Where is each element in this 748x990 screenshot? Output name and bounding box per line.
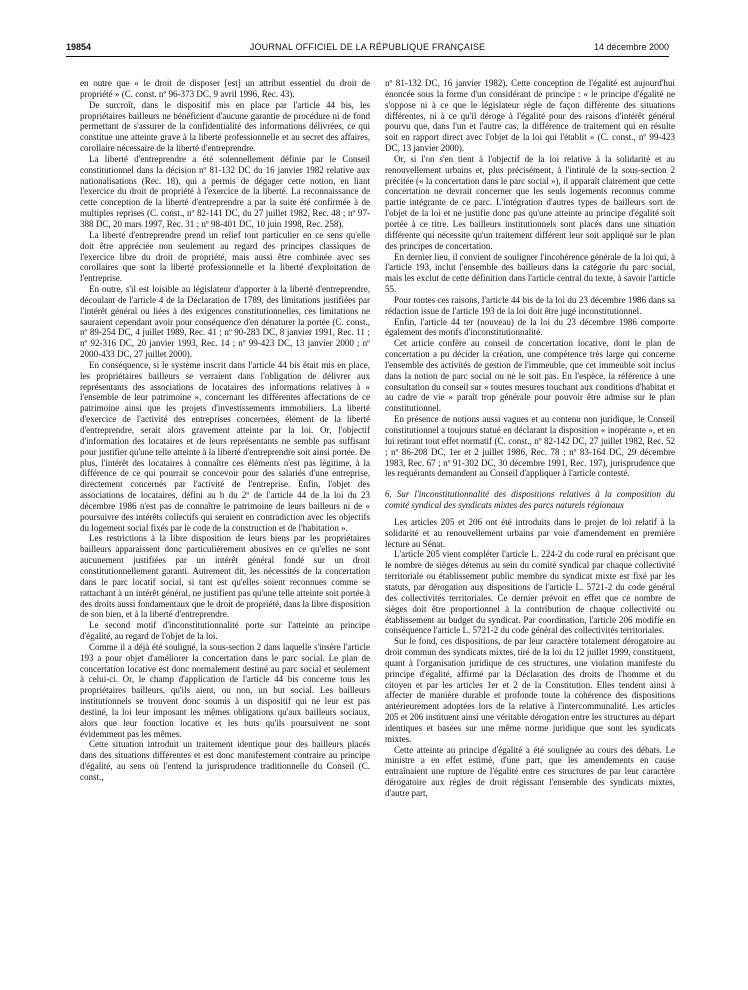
paragraph: Cette atteinte au principe d'égalité a été soulignée au cours des débats. Le ministre a en effet estimé, d'une part, que les amendements en cause entraînaient une rupture de l'égalité entre ces structures de par leur caractère dérogatoire aux règles de droit régissant l'ensemble des syndicats mixtes, d'autre part, xyxy=(385,744,675,798)
paragraph: Cette situation introduit un traitement identique pour des bailleurs placés dans des situations différentes et est donc manifestement contraire au principe d'égalité, au sens où l'entend la jurisprudence traditionnelle du Conseil (C. const., xyxy=(80,739,370,782)
paragraph: De surcroît, dans le dispositif mis en place par l'article 44 bis, les propriétaires bailleurs ne bénéficient d'aucune garantie de procédure ni de fond permettant de s'assurer de la confidentialité des informations délivrées, ce qui constitue une atteinte grave à la liberté professionnelle et au secret des affaires, corollaire nécessaire de la liberté d'entreprendre. xyxy=(80,99,370,154)
paragraph: nº 81-132 DC, 16 janvier 1982). Cette conception de l'égalité est aujourd'hui énoncée sous la forme d'un considérant de principe : « le principe d'égalité ne s'oppose ni à ce que le législateur règle de façon différente des situations différentes, ni à ce qu'il déroge à l'égalité pour des raisons d'intérêt général pourvu que, dans l'un et l'autre cas, la différence de traitement qui en résulte soit en rapport direct avec l'objet de la loi qui l'établit » (C. const., nº 99-423 DC, 13 janvier 2000). xyxy=(385,78,675,154)
paragraph: Or, si l'on s'en tient à l'objectif de la loi relative à la solidarité et au renouvellement urbains et, plus précisément, à l'intitulé de la sous-section 2 précitée (« la concertation dans le parc social »), il apparaît clairement que cette concertation ne devrait concerner que les seuls logements reconnus comme partie intégrante de ce parc. L'intégration d'autres types de bailleurs sort de l'objet de la loi et ne justifie donc pas qu'une atteinte au principe d'égalité soit portée à ce titre. Les bailleurs institutionnels sont placés dans une situation différente qui nécessite qu'un traitement différent leur soit appliqué sur le plan des principes de concertation. xyxy=(385,153,675,251)
paragraph: Sur le fond, ces dispositions, de par leur caractère totalement dérogatoire au droit commun des syndicats mixtes, tiré de la loi du 12 juillet 1999, constituent, quant à l'organisation juridique de ces structures, une violation manifeste du principe d'égalité, affirmé par la Déclaration des droits de l'homme et du citoyen et par les articles 1er et 2 de la Constitution. Elles tendent ainsi à affecter de manière durable et profonde toute la cohérence des dispositions antérieurement adoptées lors de la relative à l'intercommunalité. Les articles 205 et 206 instituent ainsi une véritable dérogation entre les structures au départ identiques et basées sur une même norme juridique que sont les syndicats mixtes. xyxy=(385,636,675,744)
paragraph: Les restrictions à la libre disposition de leurs biens par les propriétaires bailleurs apparaissent donc particulièrement abusives en ce qu'elles ne sont aucunement justifiées par un intérêt général fondé sur un droit constitutionnellement garanti. Autrement dit, les nécessités de la concertation dans le parc locatif social, si tant est qu'elles soient reconnues comme se rattachant à un intérêt général, ne justifient pas qu'une telle atteinte soit portée à des droits aussi fondamentaux que le droit de propriété, dans la libre disposition de son bien, et à la liberté d'entreprendre. xyxy=(80,533,370,620)
paragraph: La liberté d'entreprendre prend un relief tout particulier en ce sens qu'elle doit être appréciée non seulement au regard des principes classiques de l'exercice libre du droit de propriété, mais aussi être combinée avec ses corollaires que sont la liberté professionnelle et la liberté d'exploitation de l'entreprise. xyxy=(80,229,370,284)
section-heading: 6. Sur l'inconstitutionnalité des dispositions relatives à la composition du comité syndical des syndicats mixtes des parcs naturels régionaux xyxy=(385,489,675,511)
page-number: 19854 xyxy=(66,42,92,52)
paragraph: Cet article confère au conseil de concertation locative, dont le plan de concertation a pu décider la création, une compétence très large qui concerne l'ensemble des activités de gestion de l'immeuble, que cet immeuble soit inclus dans la notion de parc social ou ne le soit pas. En l'espèce, la référence à une consultation du conseil sur « toutes mesures touchant aux conditions d'habitat et au cadre de vie » paraît trop générale pour pouvoir être admise sur le plan constitutionnel. xyxy=(385,338,675,414)
page-header xyxy=(66,40,669,54)
paragraph: En outre, s'il est loisible au législateur d'apporter à la liberté d'entreprendre, découlant de l'article 4 de la Déclaration de 1789, des limitations justifiées par l'intérêt général ou liées à des exigences constitutionnelles, ces limitations ne sauraient cependant avoir pour conséquence d'en dénaturer la portée (C. const., nº 89-254 DC, 4 juillet 1989, Rec. 41 ; nº 90-283 DC, 8 janvier 1991, Rec. 11 ; nº 92-316 DC, 20 janvier 1993, Rec. 14 ; nº 99-423 DC, 13 janvier 2000 ; nº 2000-433 DC, 27 juillet 2000). xyxy=(80,284,370,360)
paragraph: Pour toutes ces raisons, l'article 44 bis de la loi du 23 décembre 1986 dans sa rédaction issue de l'article 193 de la loi doit être jugé inconstitutionnel. xyxy=(385,294,675,316)
paragraph: Les articles 205 et 206 ont été introduits dans le projet de loi relatif à la solidarité et au renouvellement urbains par voie d'amendement en première lecture au Sénat. xyxy=(385,516,675,549)
paragraph: L'article 205 vient compléter l'article L. 224-2 du code rural en précisant que le nombre de sièges détenus au sein du comité syndical par chaque collectivité territoriale ou établissement public membre du syndicat mixte est fixé par les statuts, par dérogation aux dispositions de l'article L. 5721-2 du code général des collectivités territoriales. Ce dernier prévoit en effet que ce nombre de sièges doit être proportionnel à la contribution de chaque collectivité ou établissement au budget du syndicat. Par coordination, l'article 206 modifie en conséquence l'article L. 5721-2 du code général des collectivités territoriales. xyxy=(385,549,675,636)
paragraph: Le second motif d'inconstitutionnalité porte sur l'atteinte au principe d'égalité, au regard de l'objet de la loi. xyxy=(80,620,370,642)
paragraph: Comme il a déjà été souligné, la sous-section 2 dans laquelle s'insère l'article 193 a pour objet d'améliorer la concertation dans le parc social. Le plan de concertation locative est donc normalement destiné au parc social et seulement à celui-ci. Or, le champ d'application de l'article 44 bis concerne tous les propriétaires bailleurs, qu'ils aient, ou non, un but social. Les bailleurs institutionnels se trouvent donc soumis à un dispositif qui ne leur est pas destiné, la loi leur imposant les mêmes obligations qu'aux bailleurs sociaux, alors que leur fonction locative et les buts qu'ils poursuivent ne sont évidemment pas les mêmes. xyxy=(80,641,370,739)
journal-title: JOURNAL OFFICIEL DE LA RÉPUBLIQUE FRANÇAISE xyxy=(249,42,486,52)
right-column xyxy=(385,78,675,983)
paragraph: En présence de notions aussi vagues et au contenu non juridique, le Conseil constitutionnel a toujours statué en déclarant la disposition « inopérante », et en lui retirant tout effet normatif (C. const., nº 82-142 DC, 27 juillet 1982, Rec. 52 ; nº 86-208 DC, 1er et 2 juillet 1986, Rec. 78 ; nº 83-164 DC, 29 décembre 1983, Rec. 67 ; nº 91-302 DC, 30 décembre 1991, Rec. 197), jurisprudence que les requérants demandent au Conseil d'appliquer à l'article contesté. xyxy=(385,414,675,479)
paragraph: Enfin, l'article 44 ter (nouveau) de la loi du 23 décembre 1986 comporte également des motifs d'inconstitutionnalité. xyxy=(385,316,675,338)
issue-date: 14 décembre 2000 xyxy=(593,42,669,52)
left-column xyxy=(80,78,370,983)
header-rule xyxy=(66,56,669,57)
paragraph: en outre que « le droit de disposer [est] un attribut essentiel du droit de propriété » (C. const. nº 96-373 DC, 9 avril 1996, Rec. 43). xyxy=(80,78,370,99)
paragraph: En dernier lieu, il convient de souligner l'incohérence générale de la loi qui, à l'article 193, inclut l'ensemble des bailleurs dans la catégorie du parc social, mais les exclut de cette définition dans l'article central du texte, à savoir l'article 55. xyxy=(385,251,675,295)
paragraph: En conséquence, si le système inscrit dans l'article 44 bis était mis en place, les propriétaires bailleurs se verraient dans l'obligation de délivrer aux représentants des associations de locataires des informations relatives à « l'ensemble de leur patrimoine », concernant les différentes affectations de ce patrimoine ainsi que les projets d'investissements immobiliers. La liberté d'exercice de l'activité des entreprises concernées, élément de la liberté d'entreprendre, serait alors gravement atteinte par la loi. Or, l'objectif d'information des locataires et de leurs représentants ne semble pas suffisant pour justifier qu'une telle atteinte à la liberté d'entreprendre soit ainsi portée. De plus, l'intérêt des locataires à connaître ces éléments n'est pas légitime, à la différence de ce qui pourrait se concevoir pour des salariés d'une entreprise, directement concernés par l'activité de l'entreprise. Enfin, l'objet des associations de locataires, défini au b du 2º de l'article 44 de la loi du 23 décembre 1986 n'est pas de connaître le patrimoine de leurs bailleurs ni de « poursuivre des intérêts collectifs qui seraient en contradiction avec les objectifs du logement social fixés par le code de la construction et de l'habitation ». xyxy=(80,359,370,533)
paragraph: La liberté d'entreprendre a été solennellement définie par le Conseil constitutionnel dans la décision nº 81-132 DC du 16 janvier 1982 relative aux nationalisations (Rec. 18), qui a permis de dégager cette notion, en liant l'exercice du droit de propriété à l'exercice de la liberté. La reconnaissance de cette conception de la liberté d'entreprendre a par la suite été confirmée à de multiples reprises (C. const., nº 82-141 DC, du 27 juillet 1982, Rec. 48 ; nº 97-388 DC, 20 mars 1997, Rec. 31 ; nº 98-401 DC, 10 juin 1998, Rec. 258). xyxy=(80,153,370,229)
